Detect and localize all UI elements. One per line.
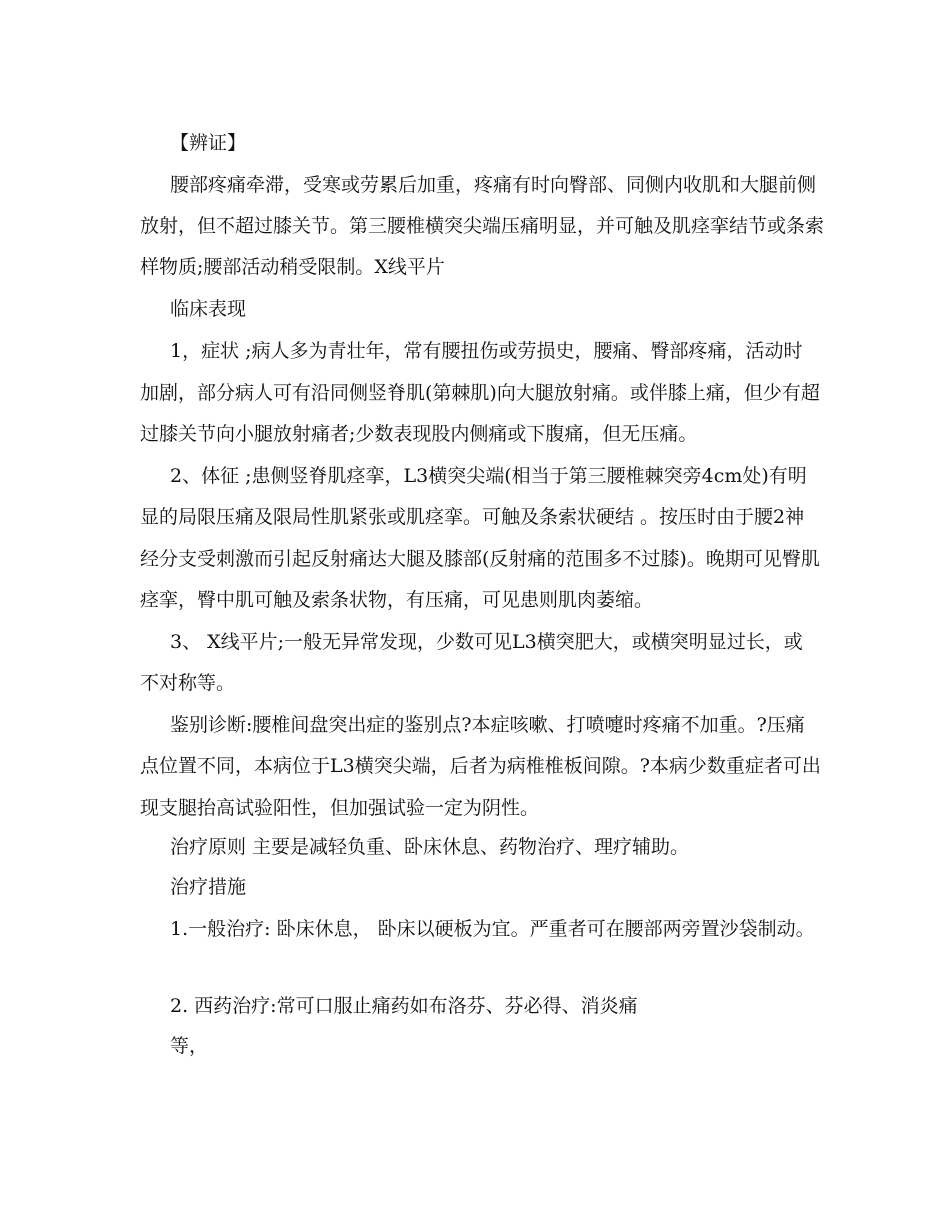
treatment-principle: 治疗原则 主要是减轻负重、卧床休息、药物治疗、理疗辅助。 [170,836,690,858]
paragraph-line: 腰部疼痛牵滞，受寒或劳累后加重，疼痛有时向臀部、同侧内收肌和大腿前侧 [170,174,817,196]
paragraph-line: 点位置不同，本病位于L3横突尖端，后者为病椎椎板间隙。?本病少数重症者可出 [140,755,821,777]
paragraph-line: 样物质;腰部活动稍受限制。X线平片 [140,256,445,278]
paragraph-line: 过膝关节向小腿放射痛者;少数表现股内侧痛或下腹痛，但无压痛。 [140,423,698,445]
paragraph-line: 3、 X线平片;一般无异常发现，少数可见L3横突肥大，或横突明显过长，或 [170,631,803,653]
paragraph-line: 放射，但不超过膝关节。第三腰椎横突尖端压痛明显，并可触及肌痉挛结节或条索 [140,215,825,237]
paragraph-line: 经分支受刺激而引起反射痛达大腿及膝部(反射痛的范围多不过膝)。晚期可见臀肌 [140,548,820,570]
western-treatment-continued: 等， [170,1035,209,1057]
paragraph-line: 1，症状 ;病人多为青壮年，常有腰扭伤或劳损史，腰痛、臀部疼痛，活动时 [170,340,803,362]
paragraph-line: 显的局限压痛及限局性肌紧张或肌痉挛。可触及条索状硬结 。按压时由于腰2神 [140,506,805,528]
paragraph-line: 现支腿抬高试验阳性，但加强试验一定为阴性。 [140,797,540,819]
section-heading-clinical: 临床表现 [170,298,247,320]
paragraph-line: 鉴别诊断:腰椎间盘突出症的鉴别点?本症咳嗽、打喷嚏时疼痛不加重。?压痛 [170,714,805,736]
general-treatment: 1.一般治疗: 卧床休息， 卧床以硬板为宜。严重者可在腰部两旁置沙袋制动。 [170,918,815,940]
western-treatment: 2. 西药治疗:常可口服止痛药如布洛芬、芬必得、消炎痛 [170,995,638,1017]
paragraph-line: 不对称等。 [140,672,236,694]
paragraph-line: 加剧，部分病人可有沿同侧竖脊肌(第棘肌)向大腿放射痛。或伴膝上痛，但少有超 [140,382,820,404]
section-heading-treatment: 治疗措施 [170,876,247,898]
paragraph-line: 痉挛，臀中肌可触及索条状物，有压痛，可见患则肌肉萎缩。 [140,589,654,611]
section-heading-bianzheng: 【辨证】 [170,132,247,154]
paragraph-line: 2、体征 ;患侧竖脊肌痉挛，L3横突尖端(相当于第三腰椎棘突旁4cm处)有明 [170,465,807,487]
